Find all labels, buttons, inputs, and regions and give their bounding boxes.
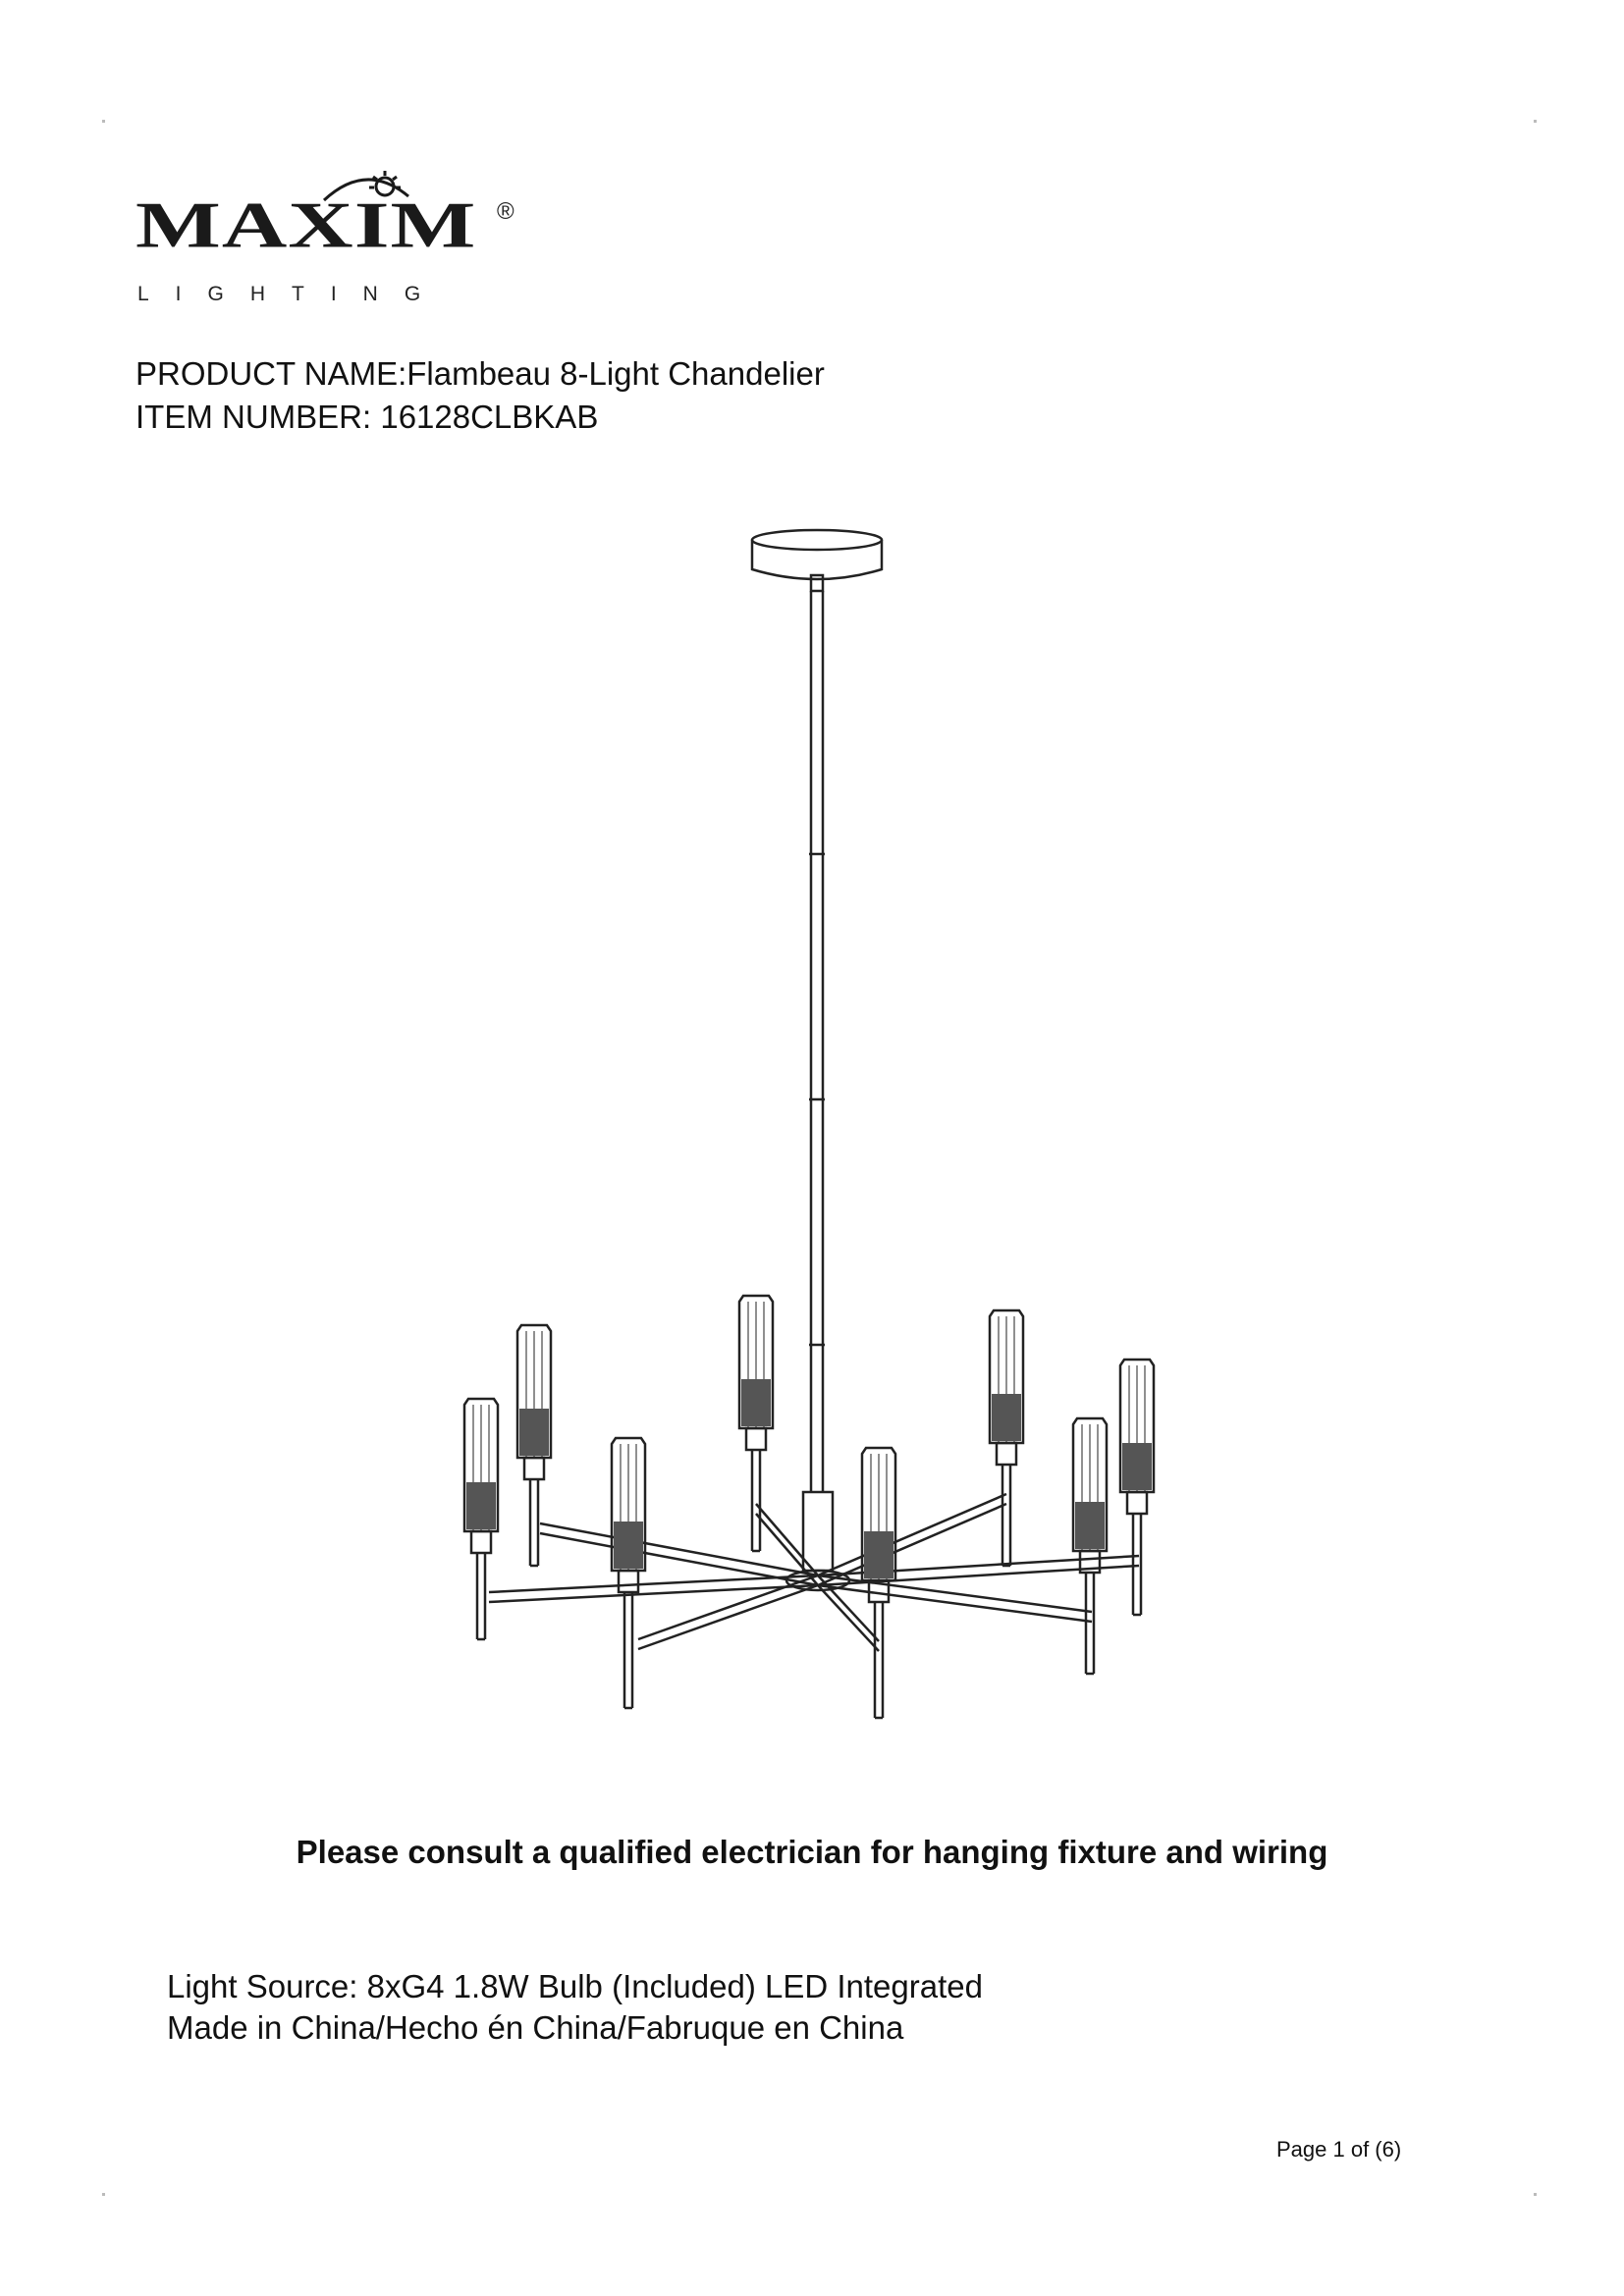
chandelier-illustration [432, 510, 1178, 1787]
light-tube-6 [990, 1310, 1023, 1566]
canopy [752, 530, 882, 550]
arms [489, 1494, 1139, 1651]
country-of-origin: Made in China/Hecho én China/Fabruque en China [167, 2009, 904, 2046]
light-tube-7 [1073, 1418, 1107, 1674]
product-name: PRODUCT NAME:Flambeau 8-Light Chandelier [135, 355, 825, 392]
safety-warning: Please consult a qualified electrician for hanging fixture and wiring [296, 1834, 1328, 1870]
brand-logo [135, 157, 528, 314]
corner-mark-bottom-right [1534, 2193, 1537, 2196]
item-number: ITEM NUMBER: 16128CLBKAB [135, 399, 599, 435]
canopy-nut [811, 575, 823, 591]
light-tube-8 [1120, 1360, 1154, 1615]
brand-name: MAXIM [135, 188, 477, 261]
light-source-spec: Light Source: 8xG4 1.8W Bulb (Included) LED Integrated [167, 1968, 983, 2004]
center-body [803, 1492, 833, 1571]
light-tube-4 [739, 1296, 773, 1551]
light-tube-2 [517, 1325, 551, 1566]
page-number: Page 1 of (6) [1276, 2137, 1402, 2162]
light-tube-3 [612, 1438, 645, 1708]
light-tube-1 [464, 1399, 498, 1639]
down-rod [809, 591, 825, 1492]
registered-mark: ® [497, 198, 514, 225]
corner-mark-bottom-left [102, 2193, 105, 2196]
corner-mark-top-left [102, 120, 105, 123]
corner-mark-top-right [1534, 120, 1537, 123]
brand-tagline: LIGHTING [137, 283, 448, 305]
